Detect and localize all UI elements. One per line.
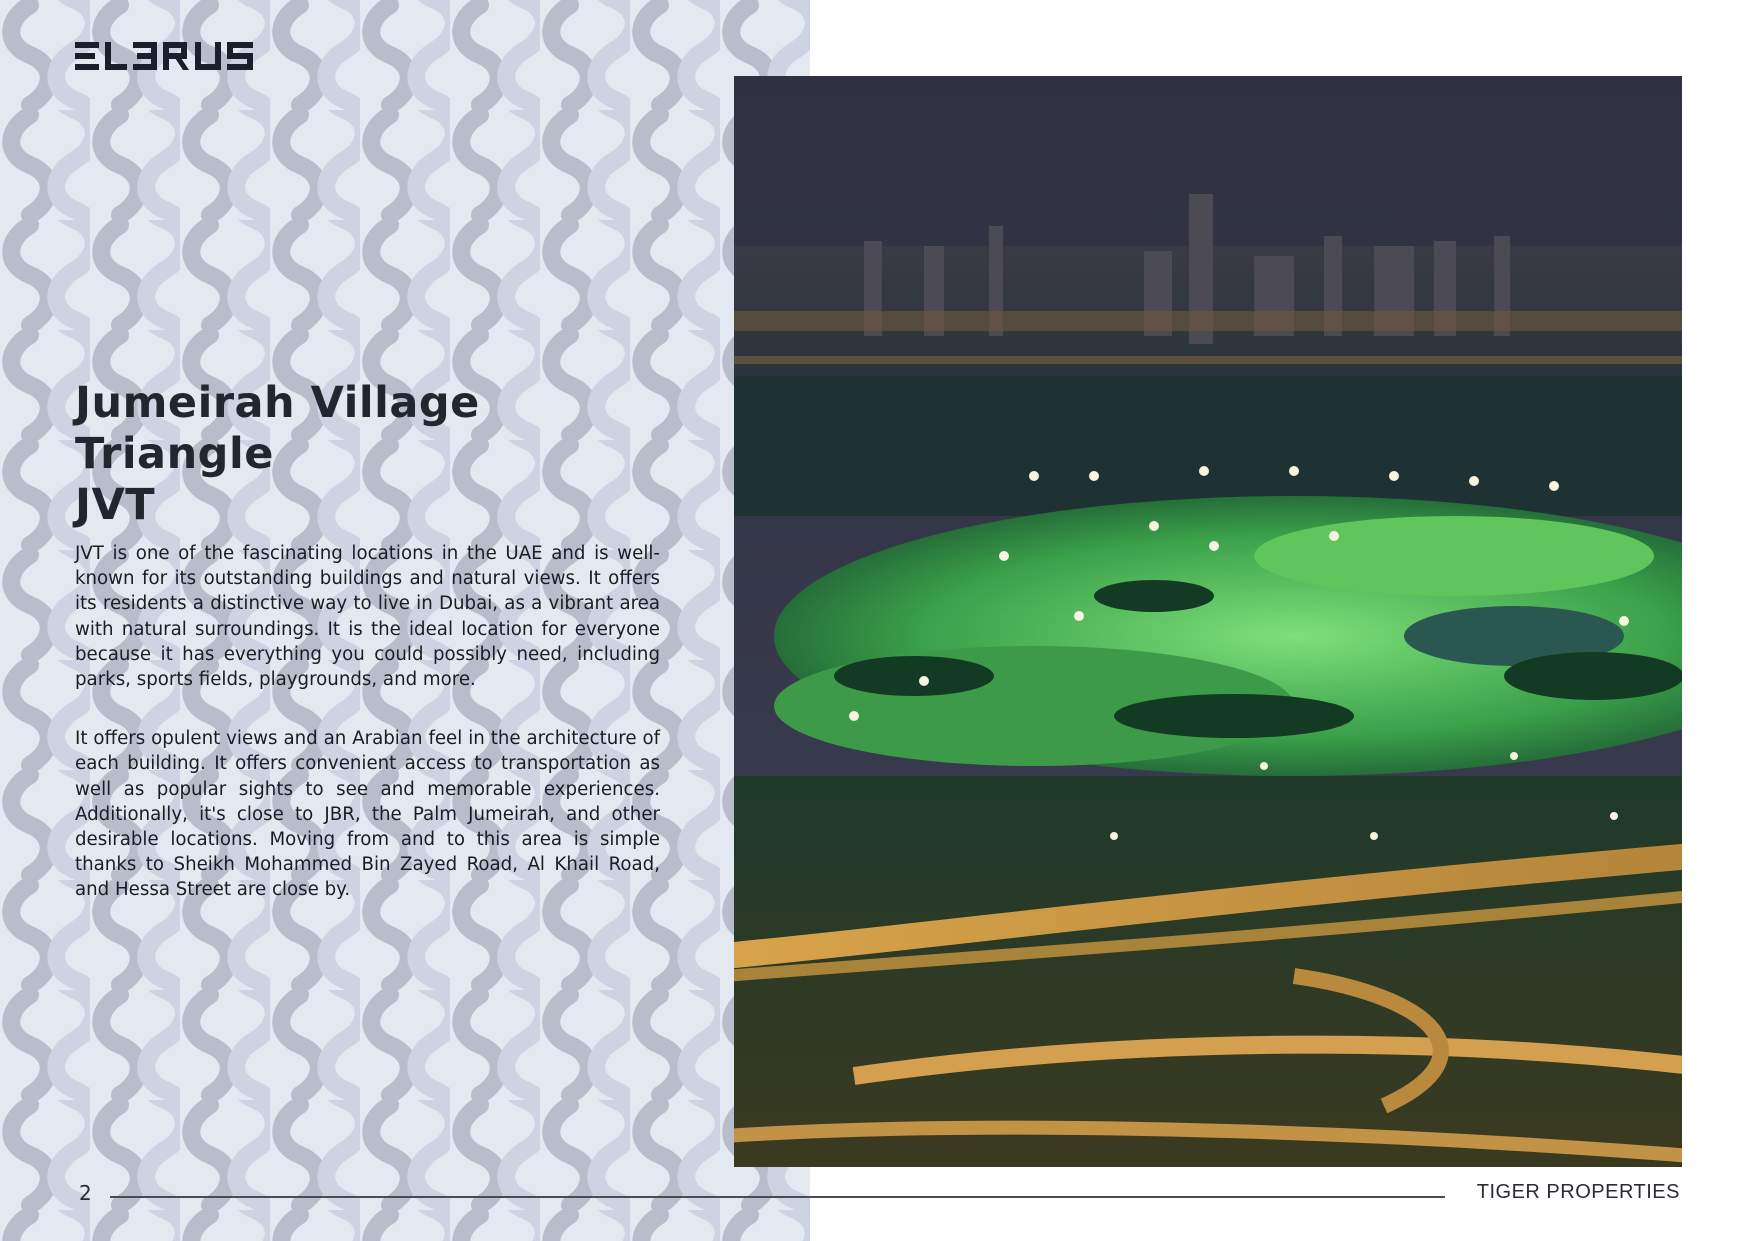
title-line-1: Jumeirah Village Triangle (75, 378, 480, 479)
content-block (75, 378, 660, 903)
footer-brand: TIGER PROPERTIES (1476, 1181, 1680, 1203)
page-number: 2 (79, 1181, 92, 1205)
paragraph-2: It offers opulent views and an Arabian feel in the architecture of each building. It offers convenient access to transportation as well as popular sights to see and memorable experiences. Additionally, it's close to JBR, the Palm Jumeirah, and other desirable locations. Moving from and to this area is simple thanks to Sheikh Mohammed Bin Zayed Road, Al Khail Road, and Hessa Street are close by. (75, 728, 660, 901)
footer-divider (110, 1196, 1445, 1198)
paragraph-1: JVT is one of the fascinating locations in the UAE and is well-known for its outstanding buildings and natural views. It offers its residents a distinctive way to live in Dubai, as a vibrant area with natural surroundings. It is the ideal location for everyone because it has everything you could possibly need, including parks, sports fields, playgrounds, and more. (75, 543, 660, 691)
elbrus-logo (75, 38, 255, 74)
title-line-2: JVT (75, 480, 156, 530)
aerial-night-photo (734, 76, 1682, 1167)
section-title (75, 378, 660, 531)
